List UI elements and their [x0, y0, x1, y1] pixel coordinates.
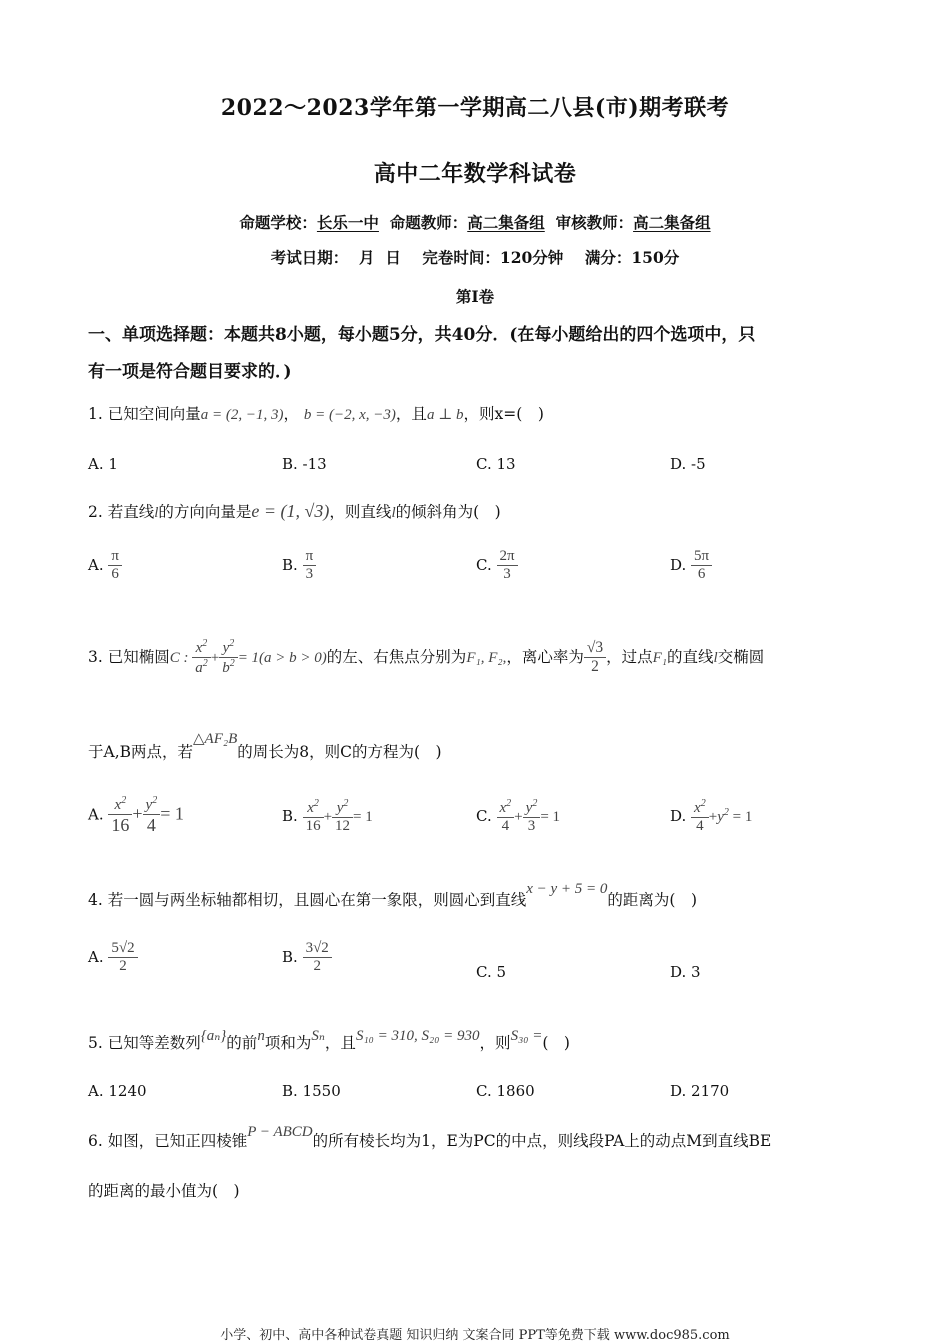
- q2-text-4: 的倾斜角为( ): [395, 503, 501, 521]
- q6-pyramid: P − ABCD: [247, 1124, 313, 1140]
- denominator: 2: [119, 958, 127, 975]
- q3-equation-rest: = 1(a > b > 0): [237, 649, 327, 666]
- q3-option-c: C. $\frac{x^2}{4}$ + $\frac{y^2}{3}$ = 1: [476, 798, 561, 835]
- question-5: [88, 1028, 570, 1053]
- q4-option-b: [282, 940, 332, 976]
- author-line: [0, 211, 950, 233]
- q2-a-fraction: [108, 548, 122, 584]
- q4-a-fraction: [108, 940, 137, 976]
- q5-option-d: D. 2170: [670, 1082, 730, 1100]
- section-heading-line2: 有一项是符合题目要求的．): [88, 362, 292, 382]
- q3-b-label: B.: [282, 806, 298, 825]
- numerator: 3√2: [303, 940, 332, 958]
- q2-option-a: [88, 548, 122, 584]
- q4-line-equation: x − y + 5 = 0: [526, 881, 608, 897]
- question-1: [88, 402, 544, 424]
- numerator: 5π: [691, 548, 712, 566]
- q3-option-b: B. $\frac{x^2}{16}$ + $\frac{y^2}{12}$ = 1: [282, 798, 373, 835]
- q4-text-2: 的距离为( ): [607, 891, 698, 909]
- q4-option-c: C. 5: [476, 963, 507, 981]
- q2-c-fraction: [497, 548, 518, 584]
- question-3-line2: [88, 731, 442, 762]
- q1-text-2: ，: [283, 405, 299, 423]
- q3-x-term: $\frac{x^2}{a^2}$: [192, 638, 211, 678]
- teacher-label: 命题教师：: [389, 213, 468, 232]
- q2-text-1: 2. 若直线: [88, 503, 155, 521]
- page-footer: 小学、初中、高中各种试卷真题 知识归纳 文案合同 PPT等免费下载 www.doc985.com: [220, 1328, 730, 1343]
- q3-line-l: l: [713, 649, 718, 666]
- q2-text-2: 的方向向量是: [158, 503, 252, 521]
- denominator: 2: [313, 958, 321, 975]
- fraction: $\frac{y^2}{3}$: [523, 798, 541, 836]
- q3-text-8: 的周长为8，则C的方程为( ): [237, 743, 442, 761]
- q5-n: n: [257, 1028, 265, 1044]
- q6-text-2: 的所有棱长均为1，E为PC的中点，则线段PA上的动点M到直线BE: [312, 1132, 772, 1150]
- q3-triangle: △AF₂B: [193, 731, 238, 747]
- q3-d-label: D.: [670, 806, 687, 825]
- exam-info: 考试日期： 月 日 完卷时间：120分钟 满分：150分: [270, 248, 680, 267]
- q3-text-4: ，过点: [606, 647, 653, 666]
- q1-option-c: C. 13: [476, 455, 516, 473]
- q5-text-3: 项和为: [264, 1034, 312, 1052]
- q1-vector-b: b = (−2, x, −3): [303, 407, 396, 423]
- q3-option-a: A. $\frac{x^2}{16}$ + $\frac{y^2}{4}$ = 1: [88, 795, 184, 836]
- reviewer-label: 审核教师：: [555, 213, 634, 232]
- q1-option-a: A. 1: [88, 455, 118, 473]
- q2-line-l-2: l: [391, 505, 396, 521]
- q5-sn: Sₙ: [311, 1028, 325, 1044]
- q2-d-fraction: [691, 548, 712, 584]
- numerator: 5√2: [108, 940, 137, 958]
- fraction: $\frac{x^2}{16}$: [108, 795, 132, 836]
- exam-title: 2022～2023学年第一学期高二八县(市)期考联考: [220, 95, 730, 121]
- q4-option-a: [88, 940, 138, 976]
- q4-b-label: B.: [282, 947, 298, 966]
- q5-text-4: ，且: [324, 1034, 356, 1052]
- q2-line-l: l: [154, 505, 159, 521]
- q5-given-sums: S₁₀ = 310, S₂₀ = 930: [355, 1028, 480, 1044]
- school-label: 命题学校：: [239, 213, 317, 232]
- q1-vector-a: a = (2, −1, 3): [200, 407, 284, 423]
- q3-text-1: 3. 已知椭圆: [88, 647, 170, 666]
- q3-focus-f1: F₁: [652, 649, 668, 666]
- fraction: $\frac{x^2}{16}$: [303, 798, 324, 836]
- question-6-line2: 的距离的最小值为( ): [88, 1182, 240, 1200]
- fraction: $\frac{x^2}{4}$: [691, 798, 709, 836]
- q1-text-3: ，且: [395, 405, 427, 423]
- q3-text-6: 交椭圆: [717, 647, 765, 666]
- q2-option-c: [476, 548, 518, 584]
- q2-text-3: ，则直线: [329, 503, 392, 521]
- q4-text-1: 4. 若一圆与两坐标轴都相切，且圆心在第一象限，则圆心到直线: [88, 891, 527, 909]
- q5-option-b: B. 1550: [282, 1082, 341, 1100]
- fraction: $\frac{x^2}{4}$: [497, 798, 515, 836]
- q2-vector-e: e = (1, √3): [251, 501, 330, 521]
- q3-option-d: D. $\frac{x^2}{4}$ $+y^2 = 1$: [670, 798, 753, 835]
- q5-option-a: A. 1240: [88, 1082, 147, 1100]
- q3-y-term: $\frac{y^2}{b^2}$: [219, 638, 238, 678]
- fraction: $\frac{y^2}{12}$: [332, 798, 353, 836]
- q2-b-fraction: [303, 548, 317, 584]
- question-3-line1: 3. 已知椭圆C : $\frac{x^2}{a^2}$ + $\frac{y^2}{b^2}$ = 1(a > b > 0)的左、右焦点分别为F₁, F₂,，离心率为 $\frac{√3}{2}$ ，过点F₁的直线l交椭圆: [88, 638, 765, 677]
- fraction: $\frac{y^2}{4}$: [143, 795, 161, 836]
- q3-a-label: A.: [88, 805, 104, 824]
- q5-option-c: C. 1860: [476, 1082, 535, 1100]
- question-4: [88, 881, 698, 910]
- numerator: 2π: [497, 548, 518, 566]
- numerator: π: [108, 548, 122, 566]
- question-6-line1: [88, 1124, 772, 1151]
- q1-perp: a ⊥ b: [426, 407, 464, 423]
- q5-s30: S₃₀ =: [510, 1028, 543, 1044]
- q4-option-d: D. 3: [670, 963, 701, 981]
- q1-text-4: ，则x=( ): [463, 405, 544, 423]
- q2-c-label: C.: [476, 555, 492, 574]
- q3-text-2: 的左、右焦点分别为: [326, 647, 467, 666]
- teacher-name: 高二集备组: [467, 213, 545, 232]
- q1-option-b: B. -13: [282, 455, 327, 473]
- denominator: 6: [111, 566, 119, 583]
- q5-text-1: 5. 已知等差数列: [88, 1034, 201, 1052]
- q3-text-3: ，离心率为: [506, 647, 584, 666]
- reviewer-name: 高二集备组: [633, 213, 711, 232]
- q3-text-7: 于A,B两点，若: [88, 743, 194, 761]
- q3-text-5: 的直线: [667, 647, 714, 666]
- q5-text-6: ( ): [542, 1034, 570, 1052]
- q3-foci: F₁, F₂,: [466, 649, 507, 666]
- q6-text-1: 6. 如图，已知正四棱锥: [88, 1132, 248, 1150]
- q2-d-label: D.: [670, 555, 687, 574]
- exam-subtitle: 高中二年数学科试卷: [373, 161, 577, 187]
- q5-sequence: {aₙ}: [200, 1028, 227, 1044]
- question-2: [88, 500, 501, 522]
- denominator: 6: [697, 566, 706, 583]
- q2-option-b: [282, 548, 316, 584]
- numerator: √3: [584, 639, 606, 658]
- q5-text-5: ，则: [479, 1034, 511, 1052]
- q4-b-fraction: [303, 940, 332, 976]
- volume-label: 第I卷: [455, 287, 495, 306]
- q3-c-label: C.: [476, 806, 492, 825]
- numerator: π: [303, 548, 317, 566]
- q3-eccentricity: [584, 639, 606, 676]
- denominator: 3: [503, 566, 511, 583]
- q4-a-label: A.: [88, 947, 104, 966]
- school-name: 长乐一中: [316, 213, 379, 232]
- denominator: 3: [305, 566, 314, 583]
- q5-text-2: 的前: [226, 1034, 258, 1052]
- q2-b-label: B.: [282, 555, 298, 574]
- section-heading-line1: 一、单项选择题：本题共8小题，每小题5分，共40分．(在每小题给出的四个选项中，只: [88, 325, 756, 345]
- q1-text-1: 1. 已知空间向量: [88, 405, 201, 423]
- q2-option-d: [670, 548, 712, 584]
- q2-a-label: A.: [88, 555, 104, 574]
- denominator: 2: [591, 658, 599, 676]
- q1-option-d: D. -5: [670, 455, 706, 473]
- q3-ellipse-name: C :: [169, 649, 193, 666]
